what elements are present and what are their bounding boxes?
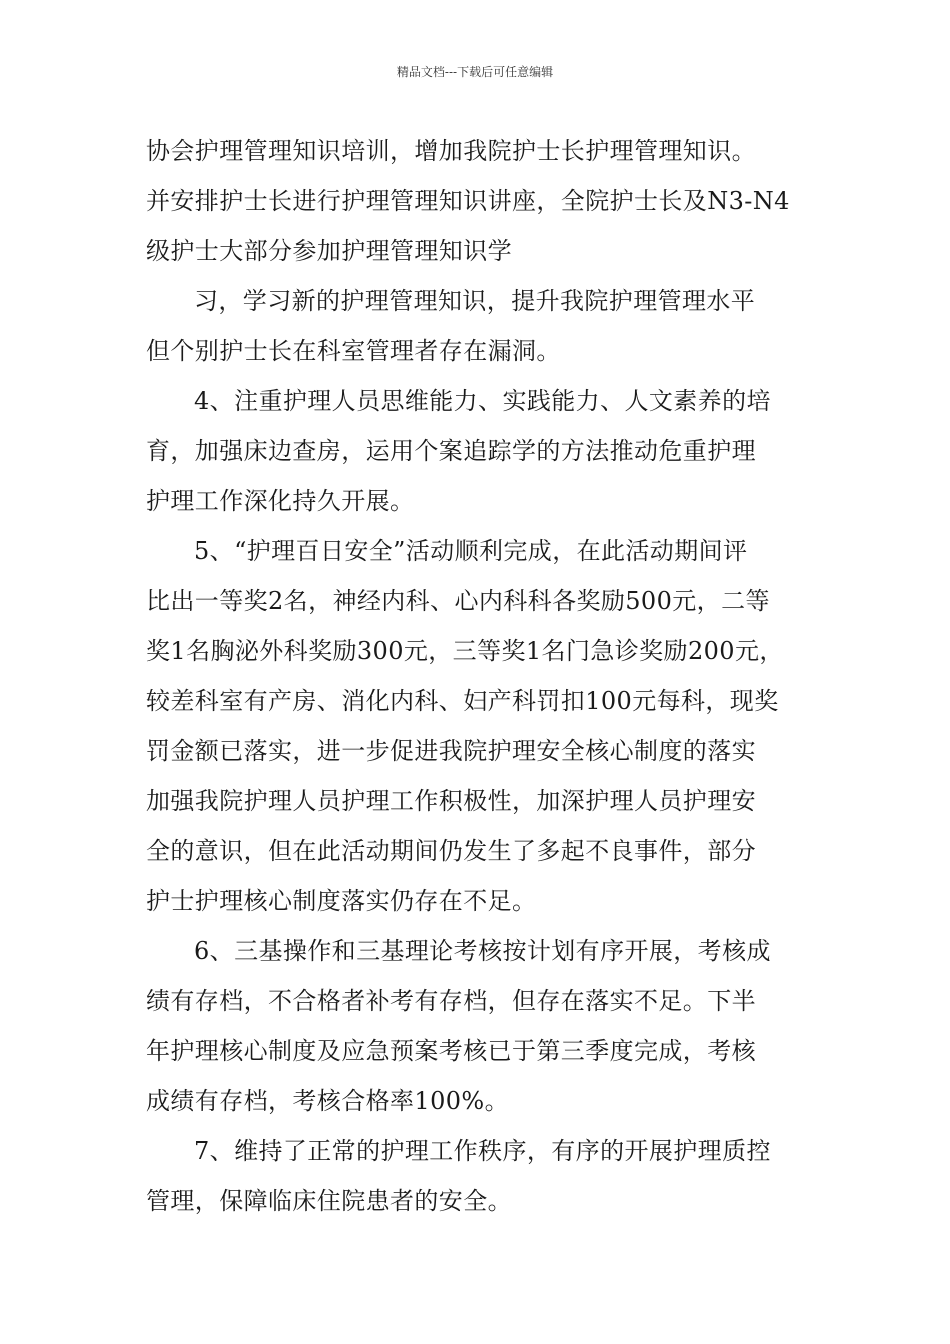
text-line: 习，学习新的护理管理知识，提升我院护理管理水平: [194, 287, 756, 315]
text-line: 护理工作深化持久开展。: [146, 487, 415, 515]
text-line: 级护士大部分参加护理管理知识学: [146, 237, 512, 265]
paragraph-item-4: [146, 376, 816, 526]
paragraph-item-6: [146, 926, 816, 1126]
text-line: 比出一等奖2名，神经内科、心内科科各奖励500元，二等: [146, 587, 770, 615]
text-line: 绩有存档，不合格者补考有存档，但存在落实不足。下半: [146, 987, 756, 1015]
paragraph-2: [146, 276, 816, 376]
text-line: 育，加强床边查房，运用个案追踪学的方法推动危重护理: [146, 437, 756, 465]
paragraph-item-5: [146, 526, 816, 926]
text-line: 全的意识，但在此活动期间仍发生了多起不良事件，部分: [146, 837, 756, 865]
text-line: 成绩有存档，考核合格率100%。: [146, 1087, 510, 1115]
paragraph-item-7: [146, 1126, 816, 1226]
text-line: 5、“护理百日安全”活动顺利完成，在此活动期间评: [194, 537, 748, 565]
text-line: 协会护理管理知识培训，增加我院护士长护理管理知识。: [146, 137, 756, 165]
paragraph-1: [146, 126, 816, 276]
text-line: 奖1名胸泌外科奖励300元，三等奖1名门急诊奖励200元，: [146, 637, 784, 665]
text-line: 但个别护士长在科室管理者存在漏洞。: [146, 337, 561, 365]
text-line: 罚金额已落实，进一步促进我院护理安全核心制度的落实: [146, 737, 756, 765]
text-line: 年护理核心制度及应急预案考核已于第三季度完成，考核: [146, 1037, 756, 1065]
text-line: 管理，保障临床住院患者的安全。: [146, 1187, 512, 1215]
text-line: 护士护理核心制度落实仍存在不足。: [146, 887, 537, 915]
text-line: 6、三基操作和三基理论考核按计划有序开展，考核成: [194, 937, 771, 965]
text-line: 7、维持了正常的护理工作秩序，有序的开展护理质控: [194, 1137, 771, 1165]
page-header: 精品文档---下载后可任意编辑: [396, 65, 554, 79]
text-line: 加强我院护理人员护理工作积极性，加深护理人员护理安: [146, 787, 756, 815]
text-line: 4、注重护理人员思维能力、实践能力、人文素养的培: [194, 387, 771, 415]
text-line: 较差科室有产房、消化内科、妇产科罚扣100元每科，现奖: [146, 687, 779, 715]
text-line: 并安排护士长进行护理管理知识讲座，全院护士长及N3-N4: [146, 187, 790, 215]
document-body: [146, 126, 816, 1226]
